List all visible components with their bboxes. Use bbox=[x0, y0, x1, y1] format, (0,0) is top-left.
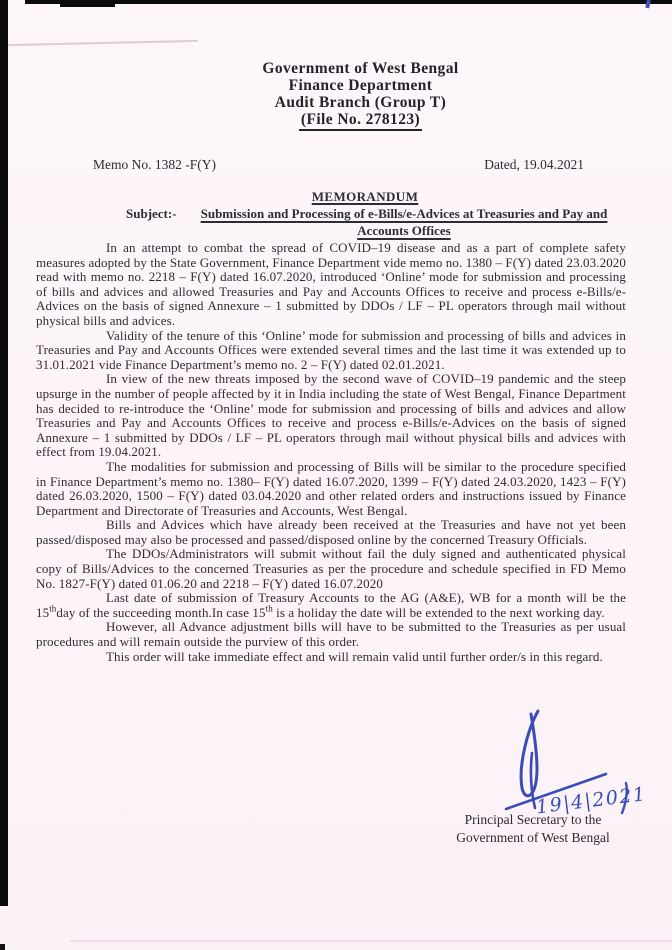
scan-corner-bottom-mark bbox=[0, 944, 5, 950]
signatory-title-line1: Principal Secretary to the bbox=[464, 812, 602, 827]
date-line: Dated, 19.04.2021 bbox=[484, 157, 584, 172]
body-paragraph-3: In view of the new threats imposed by the second wave of COVID–19 pandemic and the steep upsurge in the number of people affected by it in India including the state of West Bengal, Finance Department has decided to re-introduce the ‘Online’ mode for submission and processing of bills and advices and allow Treasuries and Pay and Accounts Offices to receive and process e-Bills/e-Advices on the basis of signed Annexure – 1 submitted by DDOs / LF – PL operators through mail without physical bills and advices with effect from 19.04.2021. bbox=[36, 371, 626, 460]
org-name: Government of West Bengal bbox=[262, 60, 459, 77]
memo-number: Memo No. 1382 -F(Y) bbox=[93, 157, 216, 172]
signatory-title-line2: Government of West Bengal bbox=[456, 829, 610, 845]
memorandum-heading-text: MEMORANDUM bbox=[311, 189, 419, 204]
scan-blue-mark bbox=[645, 0, 651, 8]
signature-loop-tail bbox=[531, 753, 535, 808]
body-paragraph-7 bbox=[36, 591, 626, 620]
body-paragraph-9: This order will take immediate effect and will remain valid until further order/s in this regard. bbox=[106, 648, 603, 664]
subject-text-content: Submission and Processing of e-Bills/e-Advices at Treasuries and Pay and Accounts Offices bbox=[200, 206, 608, 238]
subject-text bbox=[192, 206, 616, 239]
memo-body bbox=[36, 241, 626, 664]
scan-corner-mark bbox=[60, 0, 115, 7]
paragraph-7-segment: day of the succeeding month.In case 15 bbox=[56, 604, 266, 620]
letterhead bbox=[88, 60, 633, 131]
memo-date-row bbox=[93, 157, 584, 173]
signature-underline-stroke bbox=[506, 774, 606, 809]
body-paragraph-5: Bills and Advices which have already been received at the Treasuries and have not yet been passed/disposed may also be processed and passed/disposed online by the concerned Treasury Officials. bbox=[36, 517, 626, 547]
body-paragraph-8: However, all Advance adjustment bills will have to be submitted to the Treasuries as per usual procedures and will remain outside the purview of this order. bbox=[36, 619, 626, 650]
paragraph-7-segment: Last date of submission of Treasury Accounts to the AG (A&E), WB for a month will be the 15 bbox=[36, 590, 626, 620]
scan-edge-top bbox=[25, 0, 672, 4]
ordinal-superscript: th bbox=[49, 603, 57, 614]
scan-edge-left bbox=[0, 0, 8, 906]
department-name: Finance Department bbox=[288, 77, 433, 94]
signature-scribble bbox=[488, 703, 653, 823]
signature-end-stroke bbox=[622, 783, 627, 813]
ordinal-superscript: th bbox=[265, 603, 273, 614]
body-paragraph-1: In an attempt to combat the spread of COVID–19 disease and as a part of complete safety measures adopted by the State Government, Finance Department vide memo no. 1380 – F(Y) dated 23.03.2020 read with memo no. 2218 – F(Y) dated 16.07.2020, introduced ‘Online’ mode for submission and processing of bills and advices and allowed Treasuries and Pay and Accounts Offices to receive and process e-Bills/e-Advices on the basis of signed Annexure – 1 submitted by DDOs / LF – PL operators through mail without physical bills and advices. bbox=[36, 240, 626, 328]
paper-edge-line bbox=[8, 40, 198, 46]
subject-label: Subject:- bbox=[126, 206, 177, 221]
signature-loop bbox=[521, 711, 538, 796]
body-paragraph-6: The DDOs/Administrators will submit without fail the duly signed and authenticated physical copy of Bills/Advices to the concerned Treasuries as per the procedure and schedule specified in FD Memo No. 1827-F(Y) dated 01.06.20 and 2218 – F(Y) dated 16.07.2020 bbox=[36, 546, 626, 591]
scan-bottom-line bbox=[70, 940, 672, 942]
memorandum-heading bbox=[0, 189, 672, 205]
file-number-text: (File No. 278123) bbox=[299, 111, 422, 131]
file-number bbox=[88, 111, 633, 131]
signatory-title bbox=[428, 811, 638, 846]
branch-name: Audit Branch (Group T) bbox=[274, 94, 447, 111]
body-paragraph-4: The modalities for submission and processing of Bills will be similar to the procedure specified in Finance Department’s memo no. 1380– F(Y) dated 16.07.2020, 1399 – F(Y) dated 24.03.2020, 1423 – F(Y) dated 26.03.2020, 1500 – F(Y) dated 03.04.2020 and other related orders and instructions issued by Finance Department and Directorate of Treasuries and Accounts, West Bengal. bbox=[36, 458, 626, 518]
body-paragraph-2: Validity of the tenure of this ‘Online’ mode for submission and processing of bills and advices in Treasuries and Pay and Accounts Offices were extended several times and the last time it was extended up to 31.01.2021 vide Finance Department’s memo no. 2 – F(Y) dated 02.01.2021. bbox=[36, 327, 626, 372]
handwritten-date: 19|4|2021 bbox=[534, 783, 648, 819]
paragraph-7-segment: is a holiday the date will be extended to the next working day. bbox=[272, 604, 605, 620]
